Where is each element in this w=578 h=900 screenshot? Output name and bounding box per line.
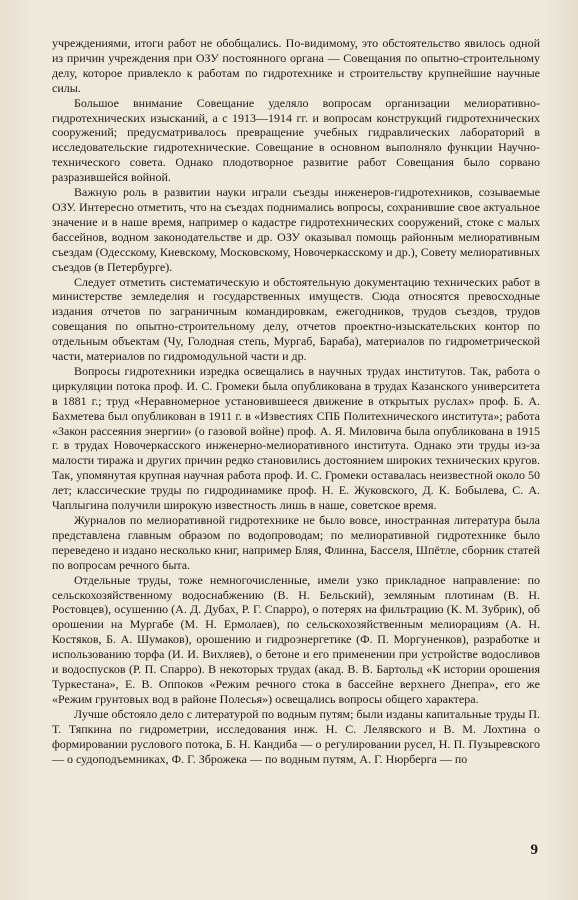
- paragraph-2: Большое внимание Совещание уделяло вопросам организации мелиоративно-гидротехнических изысканий, а с 1913—1914 гг. и вопросам конструкций гидротехнических сооружений; предусматривалось превращение учебных гидравлических лабораторий в исследовательские гидротехнические. Совещание в основном выполняло функции Научно-технического совета. Однако плодотворное развитие работ Совещания было сорвано разразившейся войной.: [52, 95, 540, 185]
- page-number: 9: [530, 842, 538, 858]
- paragraph-1: учреждениями, итоги работ не обобщались. По-видимому, это обстоятельство явилось одной из причин учреждения при ОЗУ постоянного органа — Совещания по опытно-строительному делу, которое привлекло к работам по гидротехнике и строительству крупнейшие научные силы.: [52, 36, 540, 95]
- body-text: [52, 36, 540, 766]
- paragraph-8: Лучше обстояло дело с литературой по водным путям; были изданы капитальные труды П. Т. Тяпкина по гидрометрии, исследования инж. Н. С. Лелявского и В. М. Лохтина о формировании руслового потока, Б. Н. Кандиба — о регулировании русел, Н. П. Пузыревского — о судоподъемниках, Ф. Г. Зброжека — по водным путям, А. Г. Нюрберга — по: [52, 706, 540, 766]
- paragraph-4: Следует отметить систематическую и обстоятельную документацию технических работ в министерстве земледелия и государственных имуществ. Сюда относятся превосходные издания отчетов по заграничным командировкам, ежегодников, трудов съездов, трудов совещания по опытно-строительному делу, отчетов проектно-изыскательских контор по отдельным объектам (Чу, Голодная степь, Мургаб, Бараба), материалов по гидрометрической части, материалов по гидромодульной части и др.: [52, 274, 540, 364]
- paragraph-6: Журналов по мелиоративной гидротехнике не было вовсе, иностранная литература была представлена главным образом по водопроводам; по мелиоративной гидротехнике было переведено и издано несколько книг, например Бляя, Флинна, Басселя, Шпётле, сборник статей по вопросам речного быта.: [52, 513, 540, 572]
- paragraph-3: Важную роль в развитии науки играли съезды инженеров-гидротехников, созываемые ОЗУ. Интересно отметить, что на съездах поднимались вопросы, сохранившие свое актуальное значение и в наше время, например о кадастре гидротехнических сооружений, стоке с малых бассейнов, водном законодательстве и др. ОЗУ оказывал помощь районным мелиоративным съездам (Одесскому, Киевскому, Московскому, Новочеркасскому и др.), Совету мелиоративных съездов (в Петербурге).: [52, 185, 540, 274]
- paragraph-7: Отдельные труды, тоже немногочисленные, имели узко прикладное направление: по сельскохозяйственному водоснабжению (В. Н. Бельский), земляным плотинам (В. Н. Ростовцев), осушению (А. Д. Дубах, Р. Г. Спарро), о потерях на фильтрацию (К. М. Зубрик), об орошении на Мургабе (М. Н. Ермолаев), по сельскохозяйственным мелиорациям (А. Н. Костяков, Б. А. Шумаков), орошению и гидроэнергетике (Ф. П. Моргуненков), разработке и использованию торфа (И. И. Вихляев), о бетоне и его применении при устройстве водосливов и водоспусков (Р. П. Спарро). В некоторых трудах (акад. В. В. Бартольд «К истории орошения Туркестана», Е. В. Оппоков «Режим речного стока в бассейне верхнего Днепра», его же «Режим грунтовых вод в районе Полесья») освещались вопросы общего характера.: [52, 572, 540, 706]
- paragraph-5: Вопросы гидротехники изредка освещались в научных трудах институтов. Так, работа о циркуляции потока проф. И. С. Громеки была опубликована в трудах Казанского университета в 1881 г.; труд «Неравномерное установившееся движение в открытых руслах» проф. Б. А. Бахметева был опубликован в 1911 г. в «Известиях СПБ Политехнического института»; работа «Закон рассеяния энергии» (о газовой войне) проф. А. Я. Миловича была опубликована в 1915 г. в трудах Новочеркасского инженерно-мелиоративного института. Однако эти труды из-за малости тиража и других причин редко становились достоянием широких технических кругов. Так, упомянутая крупная научная работа проф. И. С. Громеки оставалась неизвестной около 50 лет; классические труды по гидродинамике проф. Н. Е. Жуковского, Д. К. Бобылева, С. А. Чаплыгина получили широкую известность лишь в наше, советское время.: [52, 363, 540, 513]
